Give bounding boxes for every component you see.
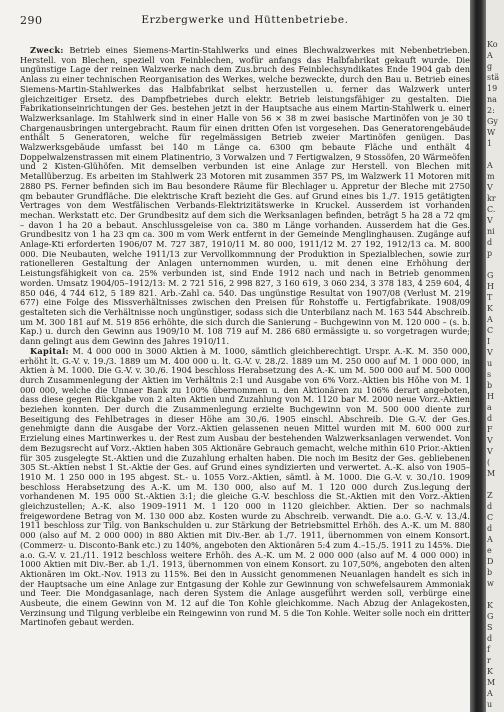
facing-page-fragment: f	[487, 645, 490, 654]
facing-page-fragment: H	[487, 392, 494, 401]
facing-page-fragment: d	[487, 238, 493, 247]
page-header	[20, 14, 470, 28]
facing-page-fragment: F	[487, 425, 493, 434]
facing-page-fragment: Z	[487, 491, 493, 500]
facing-page-fragment: I	[487, 337, 491, 346]
facing-page-fragment: T	[487, 293, 493, 302]
paragraph-text-kapital: M. 4 000 000 in 3000 Aktien à M. 1000, sämtlich gleichberechtigt. Urspr. A.-K. M. 350 000, erhöht lt. G.-V. v. 19./3. 1889 um M. 400 000 u. lt. G.-V. v. 28./2. 1889 um M. 250 000 auf M. 1 000 000, in Aktien à M. 1000. Die G.-V. v. 30./6. 1904 beschloss Herabsetzung des A.-K. um M. 500 000 auf M. 500 000 durch Zusammenlegung der Aktien im Verhältnis 2:1 und Ausgabe von 6% Vorz.-Aktien bis Höhe von M. 1 000 000, welche die Unnaer Bank zu 100% übernommen u. den Aktionären zu 106% derart angeboten, dass diese gegen Rückgabe von 2 alten Aktien und Zuzahlung von M. 1120 bar M. 2000 neue Vorz.-Aktien beziehen konnten. Der durch die Zusammenlegung erzielte Buchgewinn von M. 500 000 diente zur Beseitigung des Fehlbetrages in dieser Höhe am 30./6. 1905 einschl. Abschreib. Die G.-V. der Ges. genehmigte dann die Ausgabe der Vorz.-Aktien gelassenen neuen Mittel wurden mit M. 600 000 zur Erzielung eines Martinwerkes u. der Rest zum Ausbau der bestehenden Walzwerksanlagen verwendet. Von dem Bezugsrecht auf Vorz.-Aktien haben 305 Aktionäre Gebrauch gemacht, welche mithin 610 Prior.-Aktien für 305 zusgelegte St.-Aktien und die Zuzahlung erhalten haben. Die noch im Besitz der Ges. gebliebenen 305 St.-Aktien nebst 1 St.-Aktie der Ges. auf Grund eines syndizierten und verwertet. A.-K. also von 1905–1910 M. 1 250 000 in 195 abgest. St.- u. 1055 Vorz.-Aktien, sämtl. à M. 1000. Die G.-V. v. 30./10. 1909 beschloss Herabsetzung des A.-K. um M. 130 000, also auf M. 1 120 000 durch Zus.legung der vorhandenen M. 195 000 St.-Aktien 3:1; die gleiche G.-V. beschloss die St.-Aktien mit den Vorz.-Aktien gleichzustellen; A.-K. also 1909–1911 M. 1 120 000 in 1120 gleichber. Aktien. Der so nachmals freigewordene Betrag von M. 130 000 abz. Kosten wurde zu Abschreib. verwandt. Die a.o. G.-V. v. 13./4. 1911 beschloss zur Tilg. von Bankschulden u. zur Stärkung der Betriebsmittel Erhöh. des A.-K. um M. 880 000 (also auf M. 2 000 000) in 880 Aktien mit Div.-Ber. ab 1./7. 1911, übernommen von einem Konsort. (Commerz- u. Disconto-Bank etc.) zu 140%, angeboten den Aktionären 5:4 zum 4.–15./5. 1911 zu 145%. Die a.o. G.-V. v. 21./11. 1912 beschloss weitere Erhöh. des A.-K. um M. 2 000 000 (also auf M. 4 000 000) in 1000 Aktien mit Div.-Ber. ab 1./1. 1913, übernommen von einem Konsort. zu 107,50%, angeboten den alten Aktionären im Okt.-Nov. 1913 zu 115%. Bei den in Aussicht genommenen Neuanlagen handelt es sich in der Hauptsache um eine Anlage zur Entgasung der Kohle zur Gewinnung von schwefelsaurem Ammoniak und Teer. Die Mondgasanlage, nach deren System die Anlage ausgeführt werden soll, verbürge eine Ausbeute, die einem Gewinn von M. 12 auf die Ton Kohle gleichkomme. Nach Abzug der Anlagekosten, Verzinsung und Tilgung verbleibe ein Reingewinn von rund M. 5 die Ton Kohle. Weiter solle noch ein dritter Martinofen gebaut werden.	[20, 345, 470, 628]
facing-page-fragment: V	[487, 348, 493, 357]
facing-page-fragment: K	[487, 304, 493, 313]
facing-page-fragment: V	[487, 216, 493, 225]
facing-page-fragment: r	[487, 656, 491, 665]
facing-page-fragment: 1	[487, 139, 493, 148]
running-title: Erzbergwerke und Hüttenbetriebe.	[141, 14, 349, 26]
body-text	[20, 46, 470, 628]
facing-page-fragment: w	[487, 579, 494, 588]
facing-page-fragment: s	[487, 370, 492, 379]
facing-page-fragment: a	[487, 403, 492, 412]
paragraph-kapital	[20, 347, 470, 628]
facing-page-fragment: kr	[487, 194, 496, 203]
paragraph-lead-zweck: Zweck:	[30, 45, 64, 55]
facing-page-fragment: Ko	[487, 40, 498, 49]
facing-page-fragment: d	[487, 634, 493, 643]
facing-page-fragment: d	[487, 502, 493, 511]
page-number: 290	[20, 14, 43, 27]
facing-page-fragment: W	[487, 128, 496, 137]
facing-page-fragment: V	[487, 183, 493, 192]
facing-page-fragment: 2:	[487, 106, 495, 115]
facing-page-fragment: b	[487, 568, 493, 577]
facing-page-fragment: Gy	[487, 117, 498, 126]
facing-page-fragment: D	[487, 557, 494, 566]
facing-page-fragment: S	[487, 623, 493, 632]
facing-page-fragment: V	[487, 436, 493, 445]
facing-page-fragment: d	[487, 414, 493, 423]
facing-page-fragment: (	[487, 458, 491, 467]
facing-page-fragment: g	[487, 62, 493, 71]
paragraph-lead-kapital: Kapital:	[30, 345, 69, 356]
facing-page-fragment: A	[487, 51, 493, 60]
facing-page-fragment: ni	[487, 227, 495, 236]
facing-page-fragment: na	[487, 95, 497, 104]
facing-page-fragment: m	[487, 172, 495, 181]
facing-page-fragment: G	[487, 271, 494, 280]
facing-page-fragment: K	[487, 601, 493, 610]
facing-page-fragment: u	[487, 700, 493, 709]
facing-page-fragment: A	[487, 535, 493, 544]
facing-page-fragment: b	[487, 381, 493, 390]
book-gutter	[470, 0, 486, 712]
facing-page-fragment: M	[487, 469, 496, 478]
facing-page-fragment: d	[487, 524, 493, 533]
facing-page-fragment: A	[487, 161, 493, 170]
facing-page-fragment: C	[487, 326, 494, 335]
facing-page-fragment: e	[487, 546, 492, 555]
facing-page-fragment: H	[487, 282, 494, 291]
facing-page-edge	[486, 0, 504, 712]
facing-page-fragment: M	[487, 678, 496, 687]
facing-page-fragment: stä	[487, 73, 500, 82]
facing-page-fragment: A	[487, 315, 493, 324]
facing-page-fragment: C.	[487, 205, 496, 214]
facing-page-fragment: C	[487, 513, 494, 522]
facing-page-fragment: K	[487, 667, 493, 676]
paragraph-zweck	[20, 46, 470, 347]
facing-page-fragment: u	[487, 359, 493, 368]
facing-page-fragment: A	[487, 689, 493, 698]
paragraph-text-zweck: Betrieb eines Siemens-Martin-Stahlwerks und eines Blechwalzwerkes mit Nebenbetrieben. Herstell. von Blechen, speziell von Feinblechen, wofür anfangs das Halbfabrikat gekauft wurde. Die ungünstige Lage der reinen Walzwerke nach dem Zus.bruch des Feinblechsyndikates Ende 1904 gab den Anlass zu einer technischen Reorganisation des Werkes, welche bezweckte, durch den Bau u. Betrieb eines Siemens-Martin-Stahlwerkes das Halbfabrikat selbst herzustellen u. ferner das Walzwerk unter gleichzeitiger Ersetz. des Dampfbetriebes durch elektr. Betrieb leistungsfähiger zu gestalten. Die Fabrikationseinrichtungen der Ges. bestehen jetzt in der Hauptsache aus einem Martin-Stahlwerk u. einer Walzwerksanlage. Im Stahlwerk sind in einer Halle von 56 × 38 m zwei basische Martinöfen von je 30 t Chargenausbringen untergebracht. Raum für einen dritten Ofen ist vorgesehen. Das Generatorengebäude enthält 5 Generatoren, welche für regelmässigen Betrieb zweier Martinöfen genügen. Das Walzwerksgebäude umfasst bei 140 m Länge ca. 6300 qm bebaute Fläche und enthält 4 Doppelwalzenstrassen mit einem Platinentrio, 3 Vorwalzen und 7 Fertigwalzen, 9 Stossöfen, 20 Wärmeöfen und 2 Kisten-Glühöfen. Mit demselben verbunden ist eine Anlage zur Herstell. von Blechen mit Metallüberzug. Es arbeiten im Stahlwerk 23 Motoren mit zusammen 357 PS, im Walzwerk 11 Motoren mit 2880 PS. Ferner befinden sich im Bau besondere Räume für Blechlager u. Appretur der Bleche mit 2750 qm bebauter Grundfläche. Die elektrische Kraft bezieht die Ges. auf Grund eines bis 1./7. 1915 getätigten Vertrages von dem Westfälischen Verbands-Elektrizitätswerke in Kruckel. Ausserdem ist vorhanden mechan. Werkstatt etc. Der Grundbesitz auf dem sich die Werksanlagen befinden, beträgt 5 ha 28 a 72 qm – davon 1 ha 20 a bebaut. Anschlussgeleise von ca. 380 m Länge vorhanden. Ausserdem hat die Ges. Grundbesitz von 1 ha 23 qm ca. 300 m vom Werk entfernt in der Gemeinde Menglinghausen. Zugänge auf Anlage-Kti erforderten 1906/07 M. 727 387, 1910/11 M. 80 000, 1911/12 M. 27 192, 1912/13 ca. M. 800 000. Die Neubauten, welche 1911/13 zur Vervollkommnung der Produktion in Spezialblechen, sowie zur rationelleren Gestaltung der Anlagen unternommen wurden, u. mit denen eine Erhöhung der Leistungsfähigkeit von ca. 25% verbunden ist, sind Ende 1912 nach und nach in Betrieb genommen worden. Umsatz 1904/05–1912/13: M. 2 721 516, 2 998 827, 3 160 619, 3 060 234, 3 378 183, 4 259 604, 4 850 046, 4 744 612, 5 189 821. Arb.-Zahl ca. 540. Das ungünstige Resultat von 1907/08 (Verlust M. 219 677) eine Folge des Missverhältnisses zwischen den Preisen für Rohstoffe u. Fertigfabrikate. 1908/09 gestalteten sich die Verhältnisse noch ungünstiger, sodass sich die Unterbilanz nach M. 163 544 Abschreib. um M. 300 181 auf M. 519 856 erhöhte, die sich durch die Sanierung – Buchgewinn von M. 120 000 – (s. b. Kap.) u. durch den Gewinn aus 1909/10 M. 108 719 auf M. 286 680 ermässigte u. so vorgetragen wurde; dann gelingt aus dem Gewinn des Jahres 1910/11.	[20, 45, 470, 347]
facing-page-fragment: 19	[487, 84, 498, 93]
facing-page-fragment: p	[487, 249, 493, 258]
facing-page-fragment: G	[487, 612, 494, 621]
facing-page-fragment: V	[487, 447, 493, 456]
